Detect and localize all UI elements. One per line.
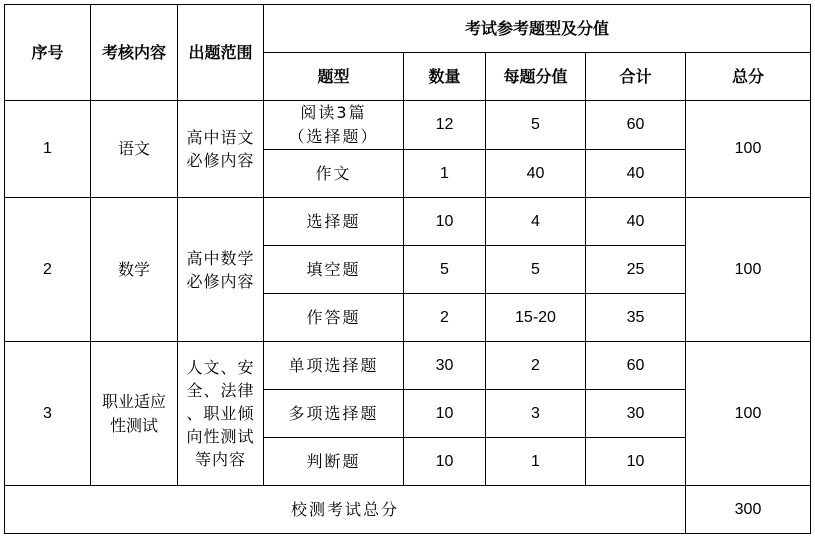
subtotal-cell: 40: [586, 198, 686, 246]
table-row: [5, 101, 811, 150]
subject-cell: [91, 101, 178, 198]
text-line: 、职业倾: [186, 404, 255, 423]
text-line: 人文、安: [186, 358, 255, 377]
per-score-cell: 40: [486, 150, 586, 198]
per-score-cell: 1: [486, 438, 586, 486]
text-line: 数学: [117, 259, 150, 279]
question-type-cell: [264, 150, 404, 198]
header-group: 考试参考题型及分值: [264, 5, 811, 53]
text-line: 选择题: [306, 211, 361, 231]
table-row: [5, 198, 811, 246]
text-line: 高中语文: [186, 128, 255, 147]
table-row: [5, 342, 811, 390]
per-score-cell: 5: [486, 246, 586, 294]
header-seq: 序号: [5, 5, 91, 101]
count-cell: 30: [404, 342, 486, 390]
header-sum: 合计: [586, 53, 686, 101]
subtotal-cell: 40: [586, 150, 686, 198]
seq-cell: 2: [5, 198, 91, 342]
scope-cell: [178, 342, 264, 486]
text-line: 必修内容: [186, 271, 255, 291]
total-score-cell: 100: [686, 342, 811, 486]
per-score-cell: 2: [486, 342, 586, 390]
count-cell: 10: [404, 438, 486, 486]
subtotal-cell: 35: [586, 294, 686, 342]
question-type-cell: [264, 246, 404, 294]
per-score-cell: 3: [486, 390, 586, 438]
text-line: 语文: [117, 139, 150, 158]
header-type: 题型: [264, 53, 404, 101]
header-subject: 考核内容: [91, 5, 178, 101]
header-row-1: [5, 5, 811, 53]
seq-cell: 3: [5, 342, 91, 486]
subtotal-cell: 60: [586, 101, 686, 150]
per-score-cell: 5: [486, 101, 586, 150]
text-line: 性测试: [109, 415, 158, 435]
question-type-cell: [264, 198, 404, 246]
question-type-cell: [264, 438, 404, 486]
total-score-cell: 100: [686, 198, 811, 342]
text-line: 必修内容: [186, 151, 255, 170]
text-line: （选择题）: [288, 127, 379, 146]
text-line: 多项选择题: [288, 403, 379, 423]
text-line: 向性测试: [186, 427, 255, 446]
total-score-cell: 100: [686, 101, 811, 198]
header-total: 总分: [686, 53, 811, 101]
subject-cell: [91, 342, 178, 486]
text-line: 等内容: [194, 450, 246, 469]
count-cell: 5: [404, 246, 486, 294]
subtotal-cell: 25: [586, 246, 686, 294]
count-cell: 10: [404, 390, 486, 438]
subject-cell: [91, 198, 178, 342]
text-line: 职业适应: [101, 391, 166, 411]
text-line: 作文: [315, 163, 352, 183]
text-line: 高中数学: [186, 248, 255, 268]
per-score-cell: 4: [486, 198, 586, 246]
question-type-cell: [264, 342, 404, 390]
header-per: 每题分值: [486, 53, 586, 101]
scope-cell: [178, 198, 264, 342]
header-scope: 出题范围: [178, 5, 264, 101]
question-type-cell: [264, 294, 404, 342]
count-cell: 2: [404, 294, 486, 342]
count-cell: 1: [404, 150, 486, 198]
sections-body: [5, 101, 811, 486]
subtotal-cell: 30: [586, 390, 686, 438]
subtotal-cell: 10: [586, 438, 686, 486]
header-count: 数量: [404, 53, 486, 101]
question-type-cell: [264, 390, 404, 438]
footer-value: 300: [686, 486, 811, 534]
text-line: 作答题: [306, 307, 361, 327]
scope-cell: [178, 101, 264, 198]
seq-cell: 1: [5, 101, 91, 198]
text-line: 判断题: [306, 451, 361, 471]
question-type-cell: [264, 101, 404, 150]
subtotal-cell: 60: [586, 342, 686, 390]
text-line: 全、法律: [186, 381, 255, 400]
text-line: 阅读3篇: [300, 103, 367, 122]
text-line: 填空题: [306, 259, 361, 279]
per-score-cell: 15-20: [486, 294, 586, 342]
count-cell: 10: [404, 198, 486, 246]
count-cell: 12: [404, 101, 486, 150]
footer-row: [5, 486, 811, 534]
text-line: 单项选择题: [288, 355, 379, 375]
exam-score-table: [4, 4, 811, 534]
footer-label: 校测考试总分: [5, 486, 686, 534]
